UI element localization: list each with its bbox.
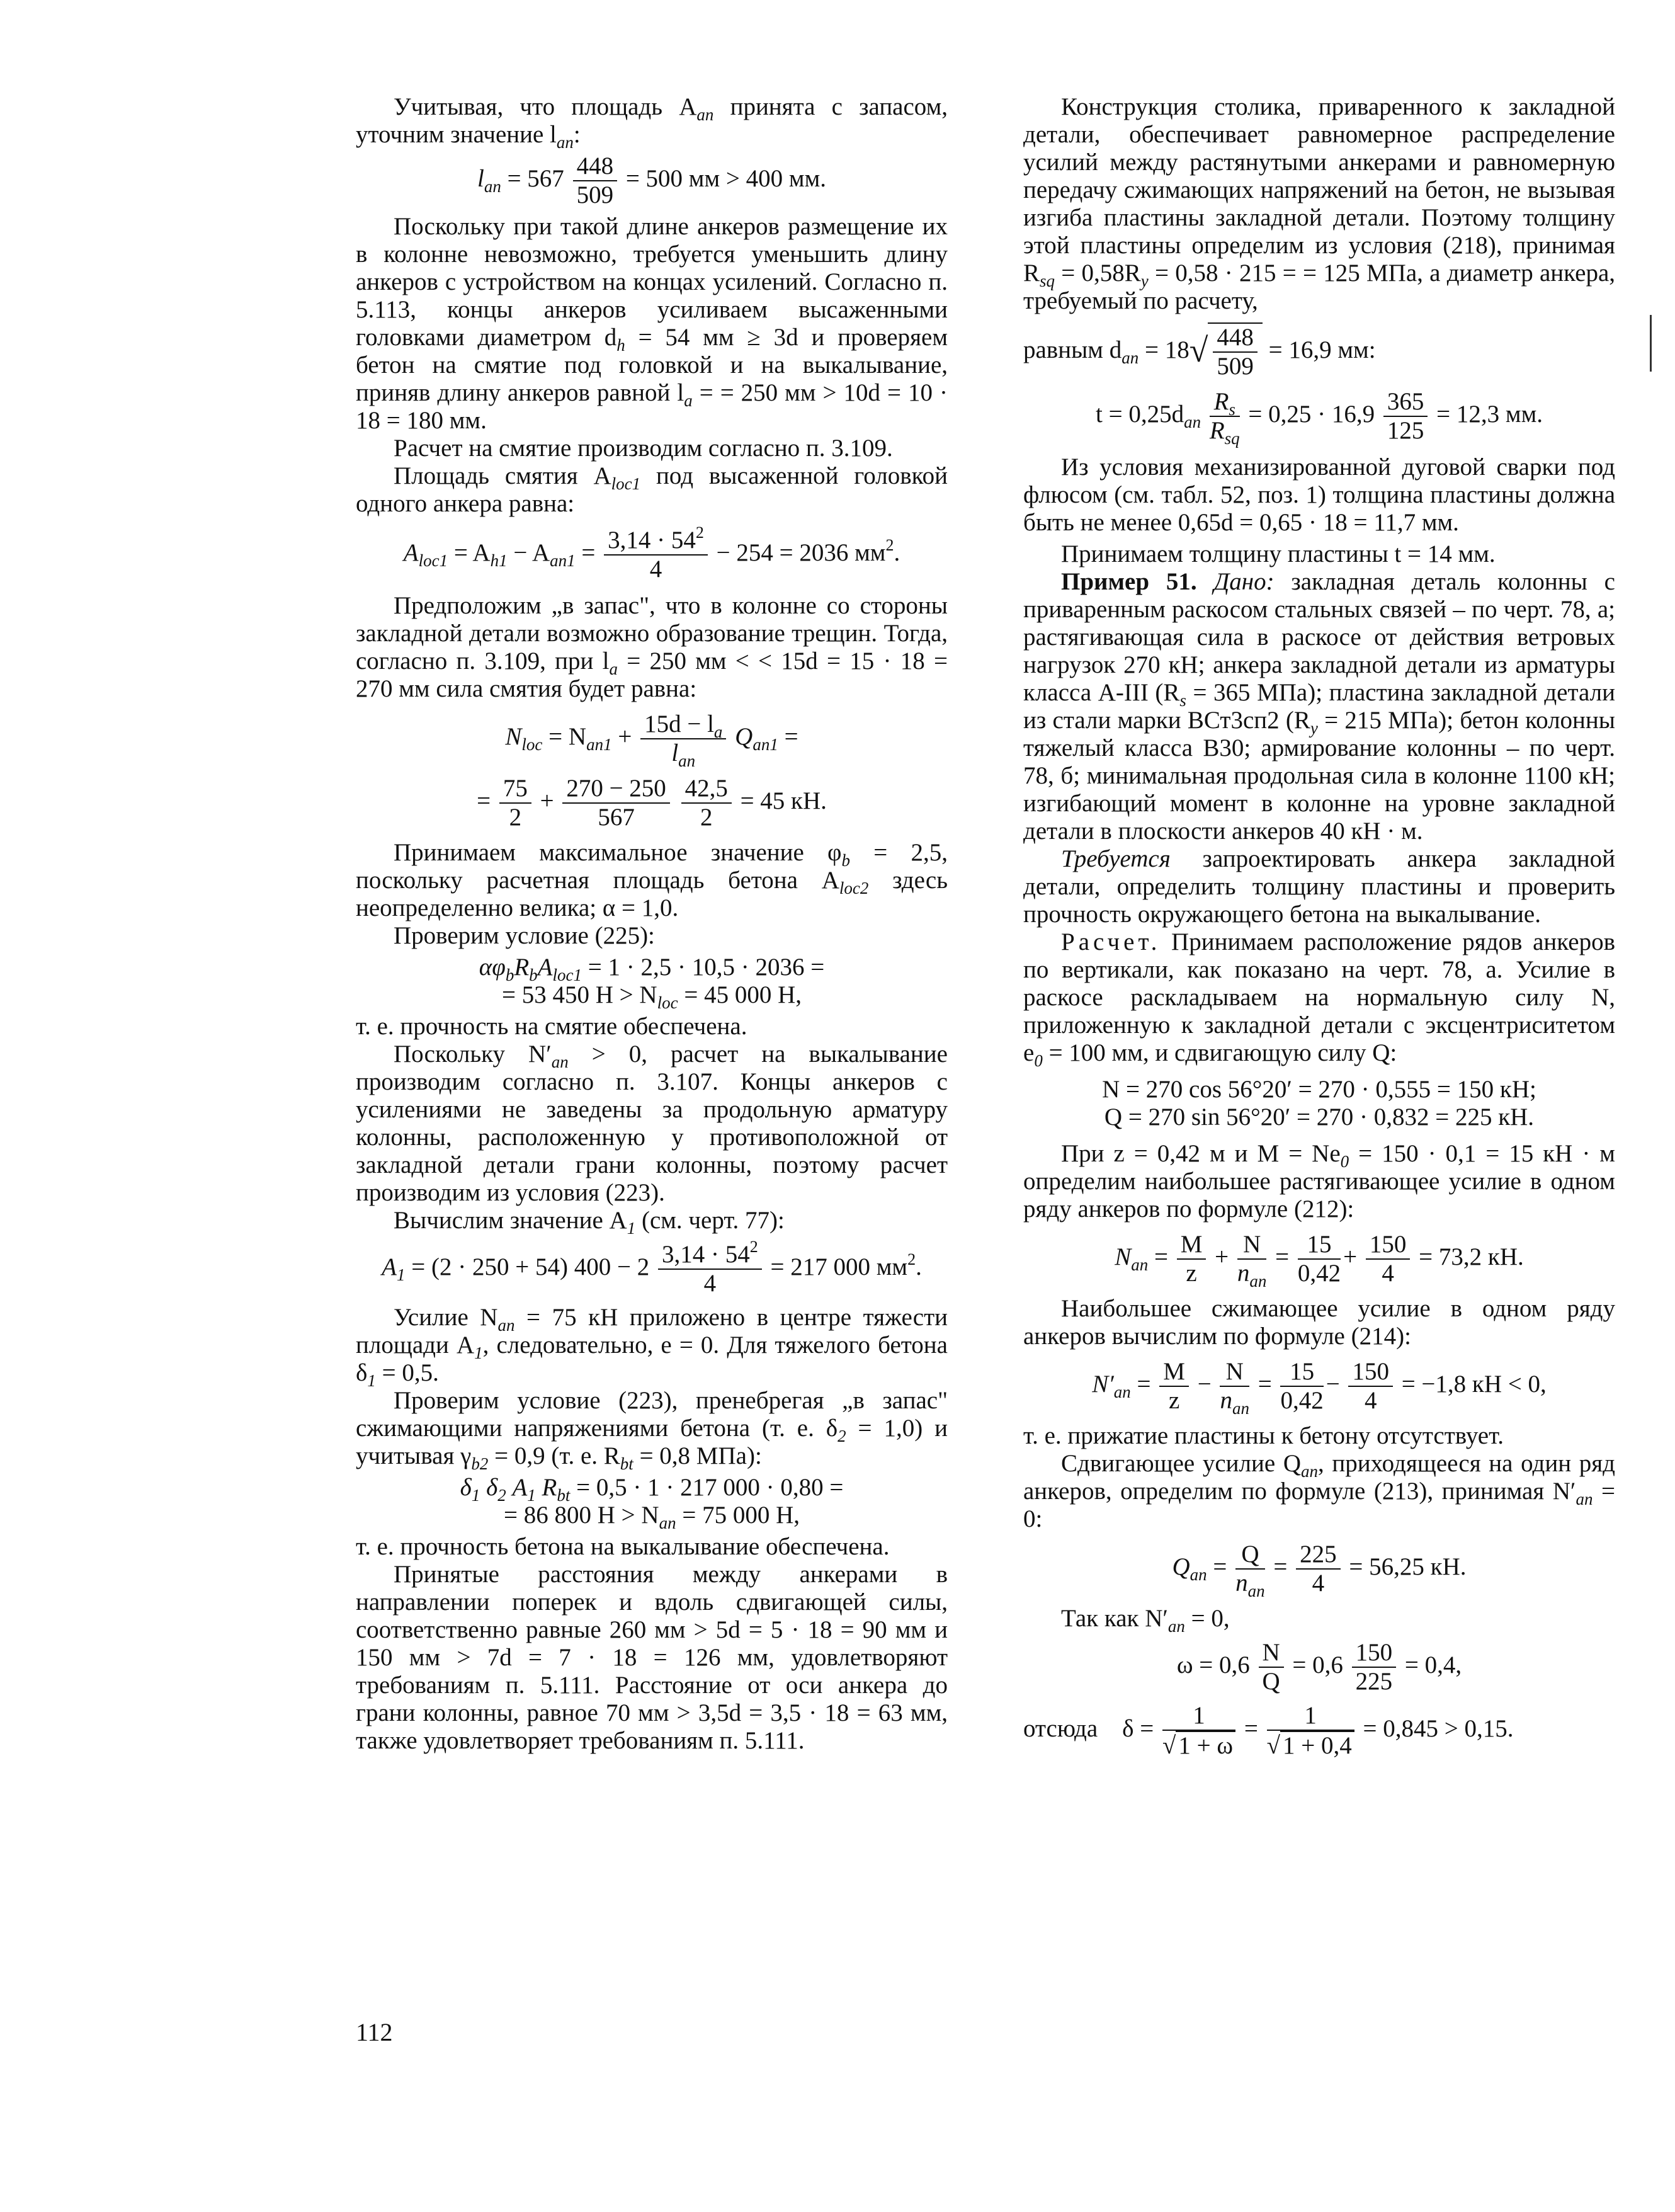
paragraph: Проверим условие (223), пренебрегая „в запас" сжимающими напряжениями бетона (т. е. $\delta_2 = 1,0$) и учитывая $\gamma_{b2} = 0,9$ (т. е. $R_{bt} = 0,8$ МПа): [356, 1387, 948, 1473]
formula: $\alpha\varphi_bR_bA_{loc1} = 1 \cdot 2,5 \cdot 10,5 \cdot 2036$ = = 53 450 $Н > N_{loc} = 45$ 000 Н, [479, 954, 825, 1012]
formula: $N_{loc} = N_{an1}$ + $15d - l_a$ $l_{an}$ $Q_{an1}$ = [505, 710, 798, 770]
paragraph: Проверим условие (225): [394, 922, 655, 949]
paragraph: Вычислим значение $A_1$ (см. черт. 77): [394, 1207, 785, 1238]
margin-mark [1650, 315, 1652, 372]
formula: = $\frac{75}{2}$ + $\frac{270 - 250}{567}$ $\frac{42,5}{2}$ = 45 кН. [477, 775, 827, 831]
formula: $N_{an}$ = $\frac{M}{z}$ + N $n_{an}$ = $\frac{15}{0,42}$ + $\frac{150}{4}$ = 73,2 кН. [1115, 1231, 1524, 1291]
formula: $A_{loc1} = A_{h1} - A_{an1}$ = $\frac{3,14 \cdot 54^2}{4}$ − 254 = 2036 $мм^2$. [403, 523, 900, 583]
paragraph: Пример 51. Дано: закладная деталь колонны с приваренным раскосом стальных связей – по черт. 78, а; растягивающая сила в раскосе от действия ветровых нагрузок 270 кН; анкера закладной детали из арматуры класса А-III ($R_s = 365$ МПа); пластина закладной детали из стали марки ВСт3сп2 ($R_y = 215$ МПа); бетон колонны тяжелый класса В30; армирование колонны – по черт. 78, б; минимальная продольная сила в колонне 1100 кН; изгибающий момент в колонне на уровне закладной детали в плоскости анкеров 40 кН · м. [1023, 568, 1616, 845]
paragraph: Расчет на смятие производим согласно п. 3.109. [394, 435, 893, 462]
paragraph: Из условия механизированной дуговой сварки под флюсом (см. табл. 52, поз. 1) толщина пластины должна быть не менее 0,65d = 0,65 · 18 = 11,7 мм. [1023, 453, 1615, 536]
formula: $\delta_1$ $\delta_2$ $A_1$ $R_{bt} = 0,5 \cdot 1 \cdot 217$ 000 · 0,80 = = 86 800 $Н > N_{an} = 75$ 000 Н, [460, 1474, 844, 1532]
paragraph: Принимаем толщину пластины t = 14 мм. [1061, 540, 1496, 567]
right-column [1023, 93, 1615, 1766]
paragraph: Конструкция столика, приваренного к закладной детали, обеспечивает равномерное распределение усилий между растянутыми анкерами и равномерную передачу сжимающих напряжений на бетон, не вызывая изгиба пластины закладной детали. Поэтому толщину этой пластины определим из условия (218), принимая $R_{sq} = 0,58R_y = 0,58 \cdot 215$ = = 125 МПа, а диаметр анкера, требуемый по расчету, [1023, 93, 1615, 314]
paragraph: т. е. прочность на смятие обеспечена. [356, 1013, 747, 1040]
paragraph: Предположим „в запас", что в колонне со стороны закладной детали возможно образование трещин. Тогда, согласно п. 3.109, при $l_a = 250$ мм < < 15d = 15 · 18 = 270 мм сила смятия будет равна: [356, 592, 948, 702]
paragraph: Поскольку $N'_{an} > 0$, расчет на выкалывание производим согласно п. 3.107. Концы анкеров с усилениями не заведены за продольную арматуру колонны, расположенную у противоположной от закладной детали грани колонны, поэтому расчет производим из условия (223). [356, 1040, 948, 1206]
formula: N = 270 cos 56°20′ = 270 · 0,555 = 150 кН; Q = 270 sin 56°20′ = 270 · 0,832 = 225 кН. [1102, 1076, 1536, 1131]
paragraph: Расчет. Принимаем расположение рядов анкеров по вертикали, как показано на черт. 78, а. Усилие в раскосе раскладываем на нормальную силу N, приложенную к закладной детали с эксцентриситетом $e_0 = 100$ мм, и сдвигающую силу Q: [1023, 928, 1615, 1070]
formula: ω = 0,6 $\frac{N}{Q}$ = 0,6 $\frac{150}{225}$ = 0,4, [1176, 1639, 1462, 1695]
paragraph: Принимаем максимальное значение $\varphi_b = 2,5$, поскольку расчетная площадь бетона $A_{loc2}$ здесь неопределенно велика; α = 1,0. [356, 839, 948, 921]
formula: $l_{an} = 567$ $\frac{448}{509}$ = 500 мм > 400 мм. [477, 152, 827, 208]
paragraph: При z = 0,42 м и $M = Ne_0 = 150 \cdot 0,1 = 15$ кН · м определим наибольшее растягивающее усилие в одном ряду анкеров по формуле (212): [1023, 1140, 1615, 1223]
paragraph: Сдвигающее усилие $Q_{an}$, приходящееся на один ряд анкеров, определим по формуле (213), принимая $N'_{an} = 0$: [1023, 1450, 1615, 1532]
paragraph: Так как $N'_{an} = 0$, [1061, 1605, 1230, 1636]
formula: $Q_{an}$ = Q $n_{an}$ = $\frac{225}{4}$ = 56,25 кН. [1172, 1541, 1467, 1600]
formula: $A_1 = (2 \cdot 250 + 54) 400 - 2$ $\frac{3,14 \cdot 54^2}{4}$ = 217 000 $мм^2$. [382, 1238, 922, 1297]
formula: равным $d_{an} = 18√$ $\frac{448}{509}$ = 16,9 мм: [1023, 324, 1376, 380]
paragraph: т. е. прочность бетона на выкалывание обеспечена. [356, 1533, 890, 1560]
page-number: 112 [356, 2018, 393, 2046]
paragraph: Поскольку при такой длине анкеров размещение их в колонне невозможно, требуется уменьшить длину анкеров с устройством на концах усилений. Согласно п. 5.113, концы анкеров усиливаем высаженными головками диаметром $d_h = 54$ мм ≥ 3d и проверяем бетон на смятие под головкой и на выкалывание, приняв длину анкеров равной $l_a$ = = 250 мм > 10d = 10 · 18 = 180 мм. [356, 213, 948, 434]
paragraph: Принятые расстояния между анкерами в направлении поперек и вдоль сдвигающей силы, соответственно равные 260 мм > 5d = 5 · 18 = 90 мм и 150 мм > 7d = 7 · 18 = 126 мм, удовлетворяют требованиям п. 5.111. Расстояние от оси анкера до грани колонны, равное 70 мм > 3,5d = 3,5 · 18 = 63 мм, также удовлетворяет требованиям п. 5.111. [356, 1561, 948, 1754]
paragraph: Учитывая, что площадь $A_{an}$ принята с запасом, уточним значение $l_{an}$: [356, 93, 948, 152]
paragraph: Площадь смятия $A_{loc1}$ под высаженной головкой одного анкера равна: [356, 462, 948, 517]
paragraph: Усилие $N_{an} = 75$ кН приложено в центре тяжести площади $A_1$, следовательно, e = 0. Для тяжелого бетона $\delta_1 = 0,5$. [356, 1304, 948, 1390]
paragraph: Наибольшее сжимающее усилие в одном ряду анкеров вычислим по формуле (214): [1023, 1295, 1615, 1350]
paragraph: Требуется запроектировать анкера закладной детали, определить толщину пластины и проверить прочность окружающего бетона на выкалывание. [1023, 845, 1615, 928]
formula: $t = 0,25d_{an}$ $R_s$ $R_{sq}$ = 0,25 · 16,9 $\frac{365}{125}$ = 12,3 мм. [1095, 388, 1543, 448]
formula: отсюда δ = $\frac{1}{√ 1 + \omega}$ = $\frac{1}{√ 1 + 0,4}$ = 0,845 > 0,15. [1023, 1702, 1514, 1759]
paragraph: т. е. прижатие пластины к бетону отсутствует. [1023, 1422, 1504, 1449]
left-column [356, 93, 948, 1755]
formula: $N'_{an}$ = $\frac{M}{z}$ − N $n_{an}$ = $\frac{15}{0,42}$ − $\frac{150}{4}$ = −1,8 кН < 0, [1092, 1358, 1547, 1418]
